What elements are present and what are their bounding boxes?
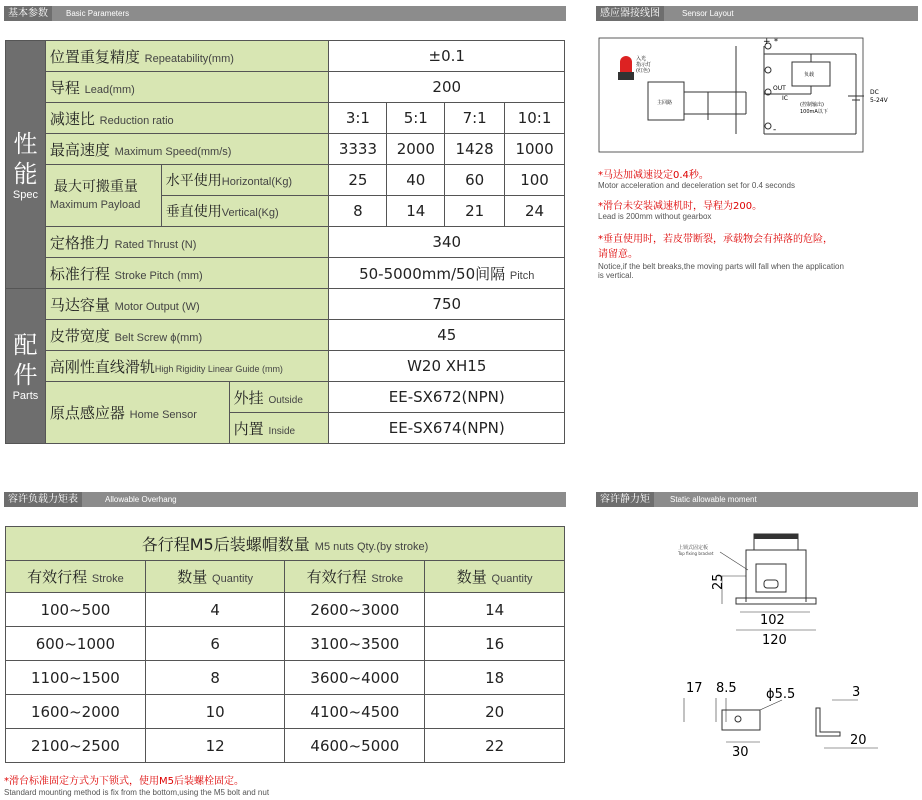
static-moment-header: [596, 492, 918, 507]
qty-cell: 20: [425, 695, 565, 729]
parts-side-label: 配 件 Parts: [6, 289, 46, 444]
header-en: Sensor Layout: [682, 9, 734, 18]
svg-text:5-24V: 5-24V: [870, 97, 888, 104]
qty-cell: 6: [145, 627, 285, 661]
svg-text:*: *: [774, 37, 778, 46]
lead-label: 导程 Lead(mm): [45, 72, 329, 103]
repeat-value: ±0.1: [329, 41, 565, 72]
qty-cell: 10: [145, 695, 285, 729]
quantity-header: 数量 Quantity: [145, 561, 285, 593]
header-en: Allowable Overhang: [105, 495, 177, 504]
svg-text:负载: 负载: [804, 72, 815, 78]
stroke-cell: 3600~4000: [285, 661, 425, 695]
svg-text:30: 30: [732, 745, 749, 760]
mounting-note: *滑台标准固定方式为下锁式，使用M5后装螺栓固定。: [4, 776, 244, 787]
table-row: [6, 593, 565, 627]
svg-text:25: 25: [711, 573, 726, 590]
svg-text:ϕ5.5: ϕ5.5: [766, 687, 796, 702]
sensor-outside-value: EE-SX672(NPN): [329, 382, 565, 413]
svg-text:DC: DC: [870, 89, 879, 96]
payload-h-value: 60: [445, 165, 505, 196]
payload-h-value: 40: [387, 165, 445, 196]
payload-v-value: 8: [329, 196, 387, 227]
guide-label: 高刚性直线滑轨High Rigidity Linear Guide (mm): [45, 351, 329, 382]
header-en: Static allowable moment: [670, 495, 757, 504]
qty-cell: 18: [425, 661, 565, 695]
svg-text:OUT: OUT: [773, 85, 786, 92]
spec-table: [5, 40, 565, 444]
payload-horizontal-label: 水平使用Horizontal(Kg): [161, 165, 329, 196]
svg-text:(红色): (红色): [636, 68, 650, 74]
qty-cell: 16: [425, 627, 565, 661]
svg-text:主回路: 主回路: [657, 100, 673, 106]
payload-label: 最大可搬重量 Maximum Payload: [45, 165, 161, 227]
svg-text:指示灯: 指示灯: [636, 62, 652, 68]
svg-text:Top fixing bracket: Top fixing bracket: [678, 551, 714, 556]
svg-text:102: 102: [760, 613, 785, 628]
stroke-cell: 4600~5000: [285, 729, 425, 763]
payload-h-value: 25: [329, 165, 387, 196]
svg-text:17: 17: [686, 681, 703, 696]
speed-value: 2000: [387, 134, 445, 165]
payload-vertical-label: 垂直使用Vertical(Kg): [161, 196, 329, 227]
qty-cell: 4: [145, 593, 285, 627]
spec-side-label: 性 能 Spec: [6, 41, 46, 289]
speed-label: 最高速度 Maximum Speed(mm/s): [45, 134, 329, 165]
header-cn: 容许静力矩: [596, 492, 654, 507]
belt-label: 皮带宽度 Belt Screw ϕ(mm): [45, 320, 329, 351]
repeat-label: 位置重复精度 Repeatability(mm): [45, 41, 329, 72]
note-vertical: *垂直使用时，若皮带断裂，承载物会有掉落的危险，: [598, 234, 833, 245]
speed-value: 1428: [445, 134, 505, 165]
payload-v-value: 21: [445, 196, 505, 227]
stroke-label: 标准行程 Stroke Pitch (mm): [45, 258, 329, 289]
thrust-label: 定格推力 Rated Thrust (N): [45, 227, 329, 258]
svg-text:100mA以下: 100mA以下: [800, 109, 828, 115]
stroke-header: 有效行程 Stroke: [6, 561, 146, 593]
stroke-header: 有效行程 Stroke: [285, 561, 425, 593]
note-vertical-en: Notice,if the belt breaks,the moving parts will fall when the application: [598, 262, 844, 271]
qty-cell: 14: [425, 593, 565, 627]
belt-value: 45: [329, 320, 565, 351]
mounting-note-en: Standard mounting method is fix from the bottom,using the M5 bolt and nut: [4, 788, 270, 797]
qty-cell: 22: [425, 729, 565, 763]
stroke-cell: 1600~2000: [6, 695, 146, 729]
sensor-inside-value: EE-SX674(NPN): [329, 413, 565, 444]
note-vertical-en-2: is vertical.: [598, 271, 634, 280]
table-row: [6, 729, 565, 763]
quantity-header: 数量 Quantity: [425, 561, 565, 593]
sensor-outside-label: 外挂 Outside: [229, 382, 329, 413]
svg-text:3: 3: [852, 685, 861, 700]
stroke-cell: 2100~2500: [6, 729, 146, 763]
header-en: Basic Parameters: [66, 9, 130, 18]
allowable-overhang-header: [4, 492, 566, 507]
header-cn: 感应器接线图: [596, 6, 664, 21]
stroke-value: 50-5000mm/50间隔 Pitch: [329, 258, 565, 289]
payload-h-value: 100: [505, 165, 565, 196]
motor-value: 750: [329, 289, 565, 320]
ratio-value: 7:1: [445, 103, 505, 134]
sensor-inside-label: 内置 Inside: [229, 413, 329, 444]
bracket-drawing-top: [660, 520, 820, 660]
home-sensor-label: 原点感应器 Home Sensor: [45, 382, 229, 444]
header-cn: 容许负载力矩表: [4, 492, 82, 507]
svg-text:8.5: 8.5: [716, 681, 737, 696]
ratio-value: 3:1: [329, 103, 387, 134]
payload-v-value: 14: [387, 196, 445, 227]
svg-text:入光: 入光: [636, 56, 647, 62]
sensor-layout-header: [596, 6, 918, 21]
stroke-cell: 4100~4500: [285, 695, 425, 729]
speed-value: 1000: [505, 134, 565, 165]
ratio-value: 10:1: [505, 103, 565, 134]
speed-value: 3333: [329, 134, 387, 165]
table-row: [6, 627, 565, 661]
table-row: [6, 695, 565, 729]
nuts-table: [5, 526, 565, 763]
nuts-title: 各行程M5后装螺帽数量 M5 nuts Qty.(by stroke): [6, 527, 565, 561]
lead-value: 200: [329, 72, 565, 103]
table-row: [6, 661, 565, 695]
stroke-cell: 2600~3000: [285, 593, 425, 627]
note-vertical-2: 请留意。: [598, 249, 638, 260]
svg-text:IC: IC: [782, 95, 788, 102]
stroke-cell: 3100~3500: [285, 627, 425, 661]
ratio-value: 5:1: [387, 103, 445, 134]
header-cn: 基本参数: [4, 6, 52, 21]
note-lead-en: Lead is 200mm without gearbox: [598, 212, 712, 221]
note-lead: *滑台未安装减速机时，导程为200。: [598, 201, 763, 212]
sensor-wiring-diagram: [596, 34, 918, 156]
basic-parameters-header: [4, 6, 566, 21]
payload-v-value: 24: [505, 196, 565, 227]
svg-text:+: +: [763, 37, 771, 47]
svg-text:(控制输出): (控制输出): [800, 102, 824, 108]
bracket-drawing-bottom: [664, 676, 884, 762]
qty-cell: 12: [145, 729, 285, 763]
svg-text:20: 20: [850, 733, 867, 748]
svg-text:上锁式固定板: 上锁式固定板: [678, 545, 709, 551]
qty-cell: 8: [145, 661, 285, 695]
indicator-lamp-icon: [620, 56, 632, 72]
ratio-label: 减速比 Reduction ratio: [45, 103, 329, 134]
note-accel-en: Motor acceleration and deceleration set for 0.4 seconds: [598, 181, 796, 190]
svg-text:-: -: [773, 125, 777, 135]
note-accel: *马达加减速设定0.4秒。: [598, 170, 709, 181]
thrust-value: 340: [329, 227, 565, 258]
stroke-cell: 600~1000: [6, 627, 146, 661]
stroke-cell: 100~500: [6, 593, 146, 627]
stroke-cell: 1100~1500: [6, 661, 146, 695]
svg-text:120: 120: [762, 633, 787, 648]
motor-label: 马达容量 Motor Output (W): [45, 289, 329, 320]
guide-value: W20 XH15: [329, 351, 565, 382]
